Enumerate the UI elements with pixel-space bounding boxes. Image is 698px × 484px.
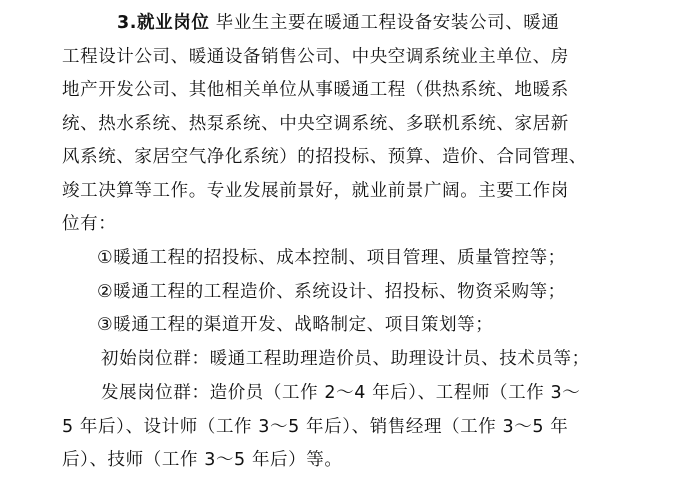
section-first-line	[117, 6, 682, 40]
section-text-line: 竣工决算等工作。专业发展前景好，就业前景广阔。主要工作岗	[62, 181, 569, 201]
section-text-line: 工程设计公司、暖通设备销售公司、中央空调系统业主单位、房	[62, 47, 569, 67]
development-group-line: 后）、技师（工作 3～5 年后）等。	[62, 450, 343, 470]
initial-position-group: 初始岗位群：暖通工程助理造价员、助理设计员、技术员等；	[101, 349, 590, 369]
development-group-line: 5 年后）、设计师（工作 3～5 年后）、销售经理（工作 3～5 年	[62, 417, 569, 437]
section-text-line: 统、热水系统、热泵系统、中央空调系统、多联机系统、家居新	[62, 114, 569, 134]
position-item: ③暖通工程的渠道开发、战略制定、项目策划等；	[97, 315, 494, 335]
section-text-line: 风系统、家居空气净化系统）的招投标、预算、造价、合同管理、	[62, 147, 587, 167]
position-item: ①暖通工程的招投标、成本控制、项目管理、质量管控等；	[97, 248, 566, 268]
section-text-line: 地产开发公司、其他相关单位从事暖通工程（供热系统、地暖系	[62, 80, 569, 100]
section-text: 毕业生主要在暖通工程设备安装公司、暖通	[215, 13, 560, 33]
section-heading: 3.就业岗位	[117, 13, 210, 33]
section-text-line: 位有：	[62, 214, 117, 234]
position-item: ②暖通工程的工程造价、系统设计、招投标、物资采购等；	[97, 282, 566, 302]
development-group-line: 发展岗位群：造价员（工作 2～4 年后）、工程师（工作 3～	[101, 383, 581, 403]
